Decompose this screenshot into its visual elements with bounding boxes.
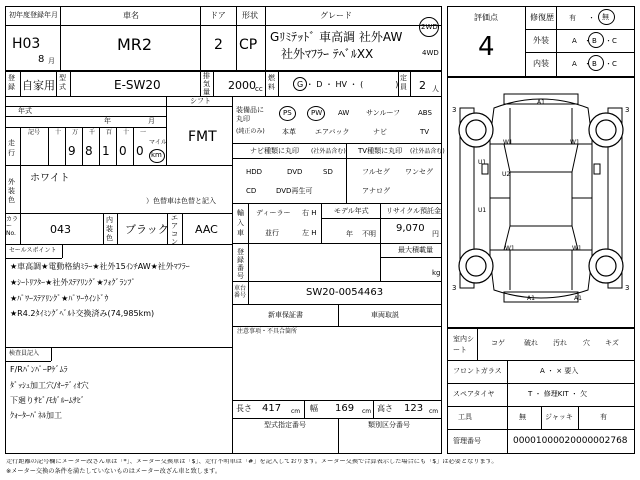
side-number: 3 — [625, 106, 630, 114]
sales-point-item: ★車高調★電動格納ﾐﾗｰ★社外15ｲﾝﾁAW★社外ﾏﾌﾗｰ — [10, 262, 190, 271]
class-label: 類別区分番号 — [368, 421, 410, 429]
equipment-item: PS — [283, 109, 292, 117]
recycle-label: リサイクル預託金 — [386, 207, 442, 215]
v-line — [182, 213, 183, 244]
sales-point-item: ★ﾊﾟﾜｰｽﾃｱﾘﾝｸﾞ★ﾊﾟﾜｰｳｲﾝﾄﾞｳ — [10, 294, 109, 303]
jack-label: ジャッキ — [545, 413, 573, 421]
digit-label: 万 — [72, 129, 79, 136]
ext-opt: ・ — [605, 37, 612, 45]
length-label: 長さ — [236, 404, 252, 413]
displacement-unit: cc — [255, 85, 263, 93]
row2-bottom — [5, 96, 442, 97]
damage-mark: U1 — [478, 159, 487, 166]
tv-sub: (社外品含む) — [410, 148, 445, 155]
equipment-item: ABS — [418, 109, 432, 117]
seat-item: 穴 — [583, 339, 590, 347]
vin-value: SW20-0054463 — [306, 287, 384, 298]
width-unit: cm — [362, 408, 372, 415]
grade-line1: Gﾘﾐﾃｯﾄﾞ 車高調 社外AW — [270, 30, 403, 44]
repair-opt: 有 — [569, 14, 576, 22]
h-line — [232, 304, 442, 305]
year-label: 年式 — [18, 107, 32, 115]
tv-label: TV種類に丸印 — [358, 147, 403, 155]
h-line — [232, 418, 442, 419]
v-line — [321, 203, 322, 243]
tool-value: 無 — [519, 413, 526, 421]
mileage-digit: 0 — [119, 144, 127, 158]
header-divider — [5, 25, 442, 26]
v-line — [200, 71, 201, 96]
v-line — [56, 71, 57, 96]
equipment-item: TV — [420, 128, 430, 136]
digit-sep — [99, 128, 100, 165]
int-opt: C — [612, 60, 617, 68]
drive-4wd: 4WD — [422, 49, 439, 57]
damage-mark: W1 — [572, 245, 582, 252]
interior-label: 内装色 — [106, 216, 113, 242]
v-line — [200, 6, 201, 71]
month-unit: 月 — [48, 57, 55, 65]
type-spec-label: 型式指定番号 — [264, 421, 306, 429]
sales-point-item: ★R4.2ﾀｲﾐﾝｸﾞﾍﾞﾙﾄ交換済み(74,985km) — [10, 309, 155, 318]
digit-label: 記号 — [28, 129, 41, 136]
roof — [510, 172, 572, 226]
color-no-label: カラーNo. — [6, 216, 19, 237]
grade-line2: 社外ﾏﾌﾗｰ ﾃﾍﾞﾙXX — [281, 47, 374, 61]
v-line — [20, 71, 21, 96]
import-dealer: ディーラー — [256, 209, 291, 217]
h-line — [5, 361, 51, 362]
length-value: 417 — [262, 403, 282, 414]
h-line — [232, 243, 442, 244]
nav-item: DVD — [287, 168, 303, 176]
nav-sub: (社外品含む) — [311, 148, 346, 155]
damage-mark: A1 — [574, 295, 582, 302]
v-line — [265, 71, 266, 96]
shift-value: FMT — [188, 129, 217, 145]
use-label: 登録 — [8, 74, 15, 91]
digit-label: 百 — [106, 129, 113, 136]
new-warranty: 新車保証書 — [268, 311, 303, 319]
equipment-label: 装備品に丸印 — [236, 106, 264, 123]
rear-bumper — [504, 292, 578, 302]
fuel-options: G ・ D ・ HV ・ ( ) — [297, 80, 399, 89]
v-line — [338, 418, 339, 454]
ac-label: エアコン — [171, 214, 178, 246]
nav-item: HDD — [246, 168, 263, 176]
shift-label: シフト — [190, 97, 211, 105]
mileage-digit: 1 — [102, 144, 110, 158]
nav-label: ナビ種類に丸印 — [250, 147, 299, 155]
h-line — [5, 258, 62, 259]
score-value: 4 — [478, 32, 495, 62]
h-line — [525, 52, 635, 53]
v-line — [236, 6, 237, 71]
drive-2wd: 2WD — [421, 23, 438, 31]
seat-item: コゲ — [491, 339, 505, 347]
v-line — [20, 213, 21, 244]
v-line — [60, 6, 61, 71]
digit-label: 千 — [89, 129, 96, 136]
tool-label: 工具 — [458, 413, 472, 421]
shape-label: 形状 — [242, 11, 258, 20]
h-line — [525, 29, 635, 30]
model-value: E-SW20 — [114, 78, 161, 92]
h-line — [447, 360, 635, 361]
capacity-value: 2 — [419, 79, 426, 92]
equipment-item: AW — [338, 109, 350, 117]
inspection-item: ｸｫｰﾀｰﾊﾟﾈﾙ加工 — [10, 411, 62, 420]
h-line — [232, 143, 442, 144]
repair-opt: ・ — [588, 14, 595, 22]
equipment-item: 本革 — [282, 128, 296, 136]
max-load-unit: kg — [432, 269, 441, 277]
h-line — [380, 257, 442, 258]
jack-value: 有 — [600, 413, 607, 421]
displacement-label: 排気量 — [203, 72, 210, 96]
v-line — [62, 244, 63, 258]
digit-sep — [82, 128, 83, 165]
tv-item: フルセグ — [362, 168, 390, 176]
use-value: 自家用 — [22, 79, 55, 92]
import-label: 輸入車 — [237, 209, 244, 237]
seat-item: 汚れ — [553, 339, 567, 347]
nav-item: CD — [246, 187, 257, 195]
h-line — [5, 165, 232, 166]
v-line — [556, 6, 557, 76]
v-line — [578, 406, 579, 429]
damage-mark: U1 — [478, 207, 487, 214]
reg-label: 登録番号 — [237, 248, 244, 280]
model-year-year: 年 — [346, 230, 353, 238]
v-line — [248, 243, 249, 304]
doors: 2 — [214, 37, 223, 53]
first-reg-month: 8 — [38, 54, 45, 65]
v-line — [117, 213, 118, 244]
height-label: 高さ — [377, 404, 393, 413]
first-reg-label: 初年度登録年月 — [9, 11, 58, 19]
h-line — [5, 106, 232, 107]
equipment-item: PW — [311, 109, 323, 117]
side-number: 3 — [452, 106, 457, 114]
h-line — [447, 327, 635, 329]
tv-item: ワンセグ — [405, 168, 433, 176]
h-line — [232, 281, 442, 282]
glass-label: フロントガラス — [453, 367, 502, 375]
travel-label: 走行 — [8, 139, 15, 157]
v-line — [338, 304, 339, 326]
ext-opt: ・ — [584, 37, 591, 45]
length-unit: cm — [291, 408, 301, 415]
sales-point-item: ★ｼｰﾄﾘﾌﾀｰ★社外ｽﾃｱﾘﾝｸﾞ★ﾌｫｸﾞﾗﾝﾌﾟ — [10, 278, 136, 287]
glass-value: A ・ × 要入 — [540, 367, 579, 375]
recycle-value: 9,070 — [396, 223, 425, 234]
v-line — [248, 203, 249, 243]
v-line — [51, 348, 52, 361]
damage-mark: U2 — [502, 171, 511, 178]
model-year-label: モデル年式 — [334, 207, 369, 215]
v-line — [265, 6, 266, 71]
damage-mark: W1 — [505, 245, 515, 252]
h-line — [5, 244, 232, 245]
max-load-label: 最大積載量 — [398, 246, 433, 254]
ext-label: 外装 — [533, 36, 549, 45]
height-value: 123 — [404, 403, 424, 414]
h-line — [447, 429, 635, 430]
rear-glass — [504, 226, 578, 250]
width-label: 幅 — [310, 404, 318, 413]
int-label: 内装 — [533, 59, 549, 68]
int-opt: ・ — [605, 60, 612, 68]
h-line — [232, 326, 442, 327]
import-right: 右 H — [302, 209, 317, 217]
displacement-value: 2000 — [228, 79, 256, 92]
capacity-unit: 人 — [432, 85, 439, 93]
mileage-digit: 8 — [85, 144, 93, 158]
footer-line1: 走行距離の記号欄にメーター改ざん車は「*」、メーター交換車は「$」、走行不明車は「#」を記入しております。メーター交換で合算表示した場合にも「$」は必要となります。 — [6, 459, 498, 465]
width-value: 169 — [335, 403, 355, 414]
damage-mark: A1 — [527, 295, 535, 302]
h-line — [5, 347, 232, 348]
manual: 車両取説 — [371, 311, 399, 319]
h-line — [5, 116, 166, 117]
car-name: MR2 — [117, 35, 153, 54]
int-opt: B — [592, 60, 597, 68]
exterior-label: 外装色 — [8, 178, 15, 204]
side-number: 3 — [625, 284, 630, 292]
v-line — [304, 400, 305, 418]
ext-opt: C — [612, 37, 617, 45]
interior-value: ブラック — [125, 223, 169, 236]
month-unit2: 月 — [148, 117, 155, 125]
recycle-unit: 円 — [432, 230, 439, 238]
color-no: 043 — [50, 223, 71, 236]
vin-label: 車台番号 — [234, 285, 247, 299]
inspection-item: F/RﾊﾞﾝﾊﾟｰPｹﾞﾑﾗ — [10, 365, 68, 374]
int-opt: ・ — [584, 60, 591, 68]
equipment-item: ナビ — [373, 128, 387, 136]
v-line — [166, 97, 167, 165]
h-line — [5, 213, 232, 214]
ac-value: AAC — [195, 223, 218, 236]
import-left: 左 H — [302, 229, 317, 237]
inspection-label: 検査員記入 — [9, 350, 40, 357]
v-line — [373, 400, 374, 418]
h-line — [232, 203, 442, 204]
digit-sep — [48, 128, 49, 165]
int-opt: A — [572, 60, 577, 68]
ext-opt: A — [572, 37, 577, 45]
model-year-value: 不明 — [362, 230, 376, 238]
h-line — [232, 400, 442, 401]
v-line — [507, 361, 508, 454]
door-label: ドア — [210, 11, 226, 20]
unit-mile: マイル — [149, 139, 167, 146]
v-line — [20, 165, 21, 213]
import-parallel: 並行 — [265, 229, 279, 237]
repair-opt: 無 — [602, 13, 609, 21]
capacity-label: 定員 — [400, 74, 407, 91]
tv-item: アナログ — [362, 187, 390, 195]
damage-mark: W1 — [503, 139, 513, 146]
unit-km: km — [151, 151, 162, 159]
ext-opt: B — [592, 37, 597, 45]
model-label: 型式 — [59, 74, 66, 91]
damage-mark: A1 — [537, 99, 545, 106]
grade-label: グレード — [320, 11, 352, 20]
car-name-label: 車名 — [123, 11, 139, 20]
damage-mark: W1 — [570, 139, 580, 146]
v-line — [213, 71, 214, 96]
windshield — [504, 144, 578, 172]
footer-line2: ※メーター交換の条件を満たしていないものはメーター改ざん車と致します。 — [6, 468, 222, 475]
equipment-item: エアバック — [315, 128, 350, 136]
first-reg-value: H03 — [12, 36, 41, 52]
seat-item: 破れ — [524, 339, 538, 347]
v-line — [103, 213, 104, 244]
spare-label: スペアタイヤ — [453, 390, 495, 398]
nav-item: DVD再生可 — [276, 187, 313, 195]
digit-label: 一 — [140, 129, 147, 136]
digit-sep — [116, 128, 117, 165]
fuel-label: 燃料 — [268, 74, 275, 91]
h-line — [447, 383, 635, 384]
repair-label: 修復歴 — [530, 13, 554, 22]
inspection-item: 下廻りｻﾋﾞ/ﾓｶﾞﾙｰﾑｻﾋﾞ — [10, 396, 85, 405]
sales-points-label: セールスポイント — [9, 247, 57, 254]
h-line — [232, 158, 442, 159]
v-line — [410, 71, 411, 96]
v-line — [541, 406, 542, 429]
digit-sep — [65, 128, 66, 165]
v-line — [346, 143, 347, 203]
year-unit: 年 — [104, 117, 111, 125]
v-line — [70, 71, 71, 96]
digit-label: 十 — [55, 129, 62, 136]
digit-sep — [133, 128, 134, 165]
exterior-note: ）色替車は色替と記入 — [146, 197, 216, 205]
car-damage-diagram — [448, 78, 634, 326]
shape: CP — [239, 37, 258, 53]
nav-item: SD — [323, 168, 333, 176]
side-number: 3 — [452, 284, 457, 292]
mgmt-value: 00001000020000002768 — [513, 436, 628, 446]
height-unit: cm — [429, 408, 439, 415]
v-line — [477, 328, 478, 361]
spare-value: T ・ 修理KIT ・ 欠 — [528, 390, 588, 398]
score-label: 評価点 — [474, 13, 498, 22]
v-line — [20, 127, 21, 165]
equipment-sublabel: (純正のみ) — [236, 128, 265, 135]
mileage-digit: 0 — [136, 144, 144, 158]
h-line — [321, 218, 442, 219]
equipment-item: サンルーフ — [366, 109, 401, 117]
notes-label: 注意事項・不具合箇所 — [237, 328, 298, 335]
seat-item: キズ — [605, 339, 619, 347]
h-line — [5, 127, 166, 128]
v-line — [278, 71, 279, 96]
digit-label: 十 — [123, 129, 130, 136]
exterior-color: ホワイト — [30, 173, 70, 184]
mgmt-label: 管理番号 — [453, 437, 481, 445]
v-line — [380, 203, 381, 281]
inspection-item: ﾀﾞｯｼｭ加工穴/ｵｰﾃﾞｨｵ穴 — [10, 381, 89, 390]
mileage-digit: 9 — [68, 144, 76, 158]
v-line — [525, 6, 526, 76]
seat-label: 室内シート — [453, 335, 474, 354]
